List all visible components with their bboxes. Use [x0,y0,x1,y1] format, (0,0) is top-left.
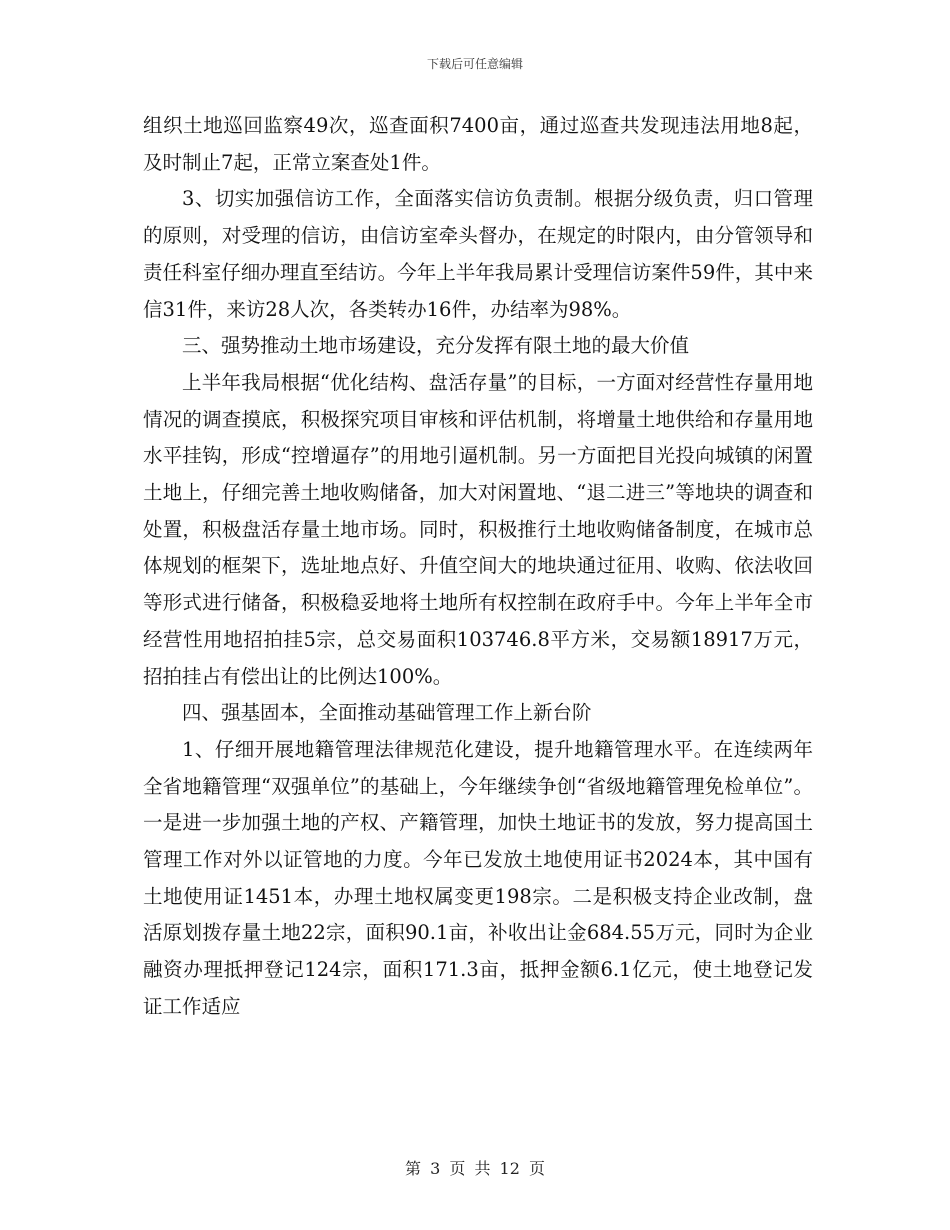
paragraph-land-market: 上半年我局根据“优化结构、盘活存量”的目标，一方面对经营性存量用地情况的调查摸底，积极探究项目审核和评估机制，将增量土地供给和存量用地水平挂钩，形成“控增逼存”的用地引逼机制。另一方面把目光投向城镇的闲置土地上，仔细完善土地收购储备，加大对闲置地、“退二进三”等地块的调查和处置，积极盘活存量土地市场。同时，积极推行土地收购储备制度，在城市总体规划的框架下，选址地点好、升值空间大的地块通过征用、收购、依法收回等形式进行储备，积极稳妥地将土地所有权控制在政府手中。今年上半年全市经营性用地招拍挂5宗，总交易面积103746.8平方米，交易额18917万元，招拍挂占有偿出让的比例达100%。 [143,370,813,688]
section-heading-land-market: 三、强势推动土地市场建设，充分发挥有限土地的最大价值 [182,334,690,358]
section-heading-basic-management: 四、强基固本，全面推动基础管理工作上新台阶 [182,701,592,725]
paragraph-cadastral-management: 1、仔细开展地籍管理法律规范化建设，提升地籍管理水平。在连续两年全省地籍管理“双强单位”的基础上，今年继续争创“省级地籍管理免检单位”。一是进一步加强土地的产权、产籍管理，加快土地证书的发放，努力提高国土管理工作对外以证管地的力度。今年已发放土地使用证书2024本，其中国有土地使用证1451本，办理土地权属变更198宗。二是积极支持企业改制，盘活原划拨存量土地22宗，面积90.1亩，补收出让金684.55万元，同时为企业融资办理抵押登记124宗，面积171.3亩，抵押金额6.1亿元，使土地登记发证工作适应 [143,737,813,1018]
document-body [143,108,813,1026]
paragraph-petition-work: 3、切实加强信访工作，全面落实信访负责制。根据分级负责，归口管理的原则，对受理的信访，由信访室牵头督办，在规定的时限内，由分管领导和责任科室仔细办理直至结访。今年上半年我局累计受理信访案件59件，其中来信31件，来访28人次，各类转办16件，办结率为98%。 [143,187,813,321]
page-header: 下载后可任意编辑 [426,57,523,71]
page-footer: 第 3 页 共 12 页 [405,1159,545,1178]
paragraph-continued: 组织土地巡回监察49次，巡查面积7400亩，通过巡查共发现违法用地8起，及时制止7起，正常立案查处1件。 [143,114,813,174]
